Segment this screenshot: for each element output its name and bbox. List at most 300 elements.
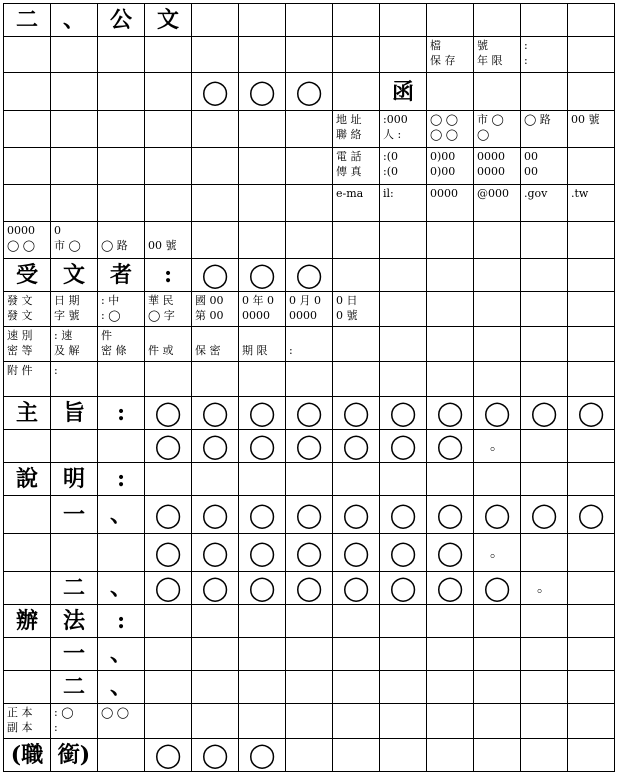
grid-cell-empty <box>239 704 286 739</box>
grid-cell-empty <box>474 605 521 638</box>
grid-cell-text: 電 話 傳 真 <box>333 148 380 185</box>
grid-cell-empty <box>333 327 380 362</box>
grid-cell-text: 。 <box>474 430 521 463</box>
grid-cell-empty <box>521 739 568 772</box>
grid-cell-text: 、 <box>98 638 145 671</box>
grid-cell-empty <box>568 327 615 362</box>
grid-cell-empty <box>4 111 51 148</box>
grid-cell-text: 、 <box>98 572 145 605</box>
grid-cell-empty <box>4 671 51 704</box>
grid-cell-empty <box>286 222 333 259</box>
grid-cell-empty <box>427 4 474 37</box>
grid-cell-text: 公 <box>98 4 145 37</box>
grid-cell-empty <box>286 4 333 37</box>
grid-cell-empty <box>145 638 192 671</box>
grid-cell-text: 旨 <box>51 397 98 430</box>
placeholder-circle: ◯ <box>145 430 192 463</box>
grid-cell-empty <box>521 259 568 292</box>
grid-row <box>4 638 615 671</box>
grid-cell-empty <box>474 739 521 772</box>
placeholder-circle: ◯ <box>145 739 192 772</box>
grid-cell-empty <box>568 222 615 259</box>
grid-cell-empty <box>145 704 192 739</box>
grid-cell-empty <box>333 222 380 259</box>
grid-cell-empty <box>568 739 615 772</box>
grid-cell-text: : 中 : ◯ <box>98 292 145 327</box>
grid-cell-empty <box>380 739 427 772</box>
grid-cell-empty <box>568 430 615 463</box>
placeholder-circle: ◯ <box>192 430 239 463</box>
placeholder-circle: ◯ <box>239 496 286 534</box>
grid-cell-empty <box>239 362 286 397</box>
grid-cell-text: 發 文 發 文 <box>4 292 51 327</box>
placeholder-circle: ◯ <box>474 397 521 430</box>
grid-cell-empty <box>521 222 568 259</box>
grid-cell-empty <box>4 73 51 111</box>
grid-cell-empty <box>568 148 615 185</box>
grid-cell-empty <box>192 111 239 148</box>
grid-cell-empty <box>4 496 51 534</box>
grid-cell-text: : <box>98 463 145 496</box>
grid-cell-text: 。 <box>474 534 521 572</box>
grid-cell-empty <box>333 704 380 739</box>
grid-cell-empty <box>333 4 380 37</box>
grid-cell-empty <box>380 327 427 362</box>
grid-cell-empty <box>568 704 615 739</box>
grid-cell-text: : <box>51 362 98 397</box>
grid-cell-empty <box>521 362 568 397</box>
grid-cell-empty <box>192 185 239 222</box>
grid-cell-empty <box>568 37 615 73</box>
grid-row <box>4 37 615 73</box>
grid-cell-text: 號 年 限 <box>474 37 521 73</box>
placeholder-circle: ◯ <box>239 739 286 772</box>
grid-cell-empty <box>568 4 615 37</box>
grid-cell-empty <box>192 222 239 259</box>
placeholder-circle: ◯ <box>380 430 427 463</box>
placeholder-circle: ◯ <box>239 534 286 572</box>
grid-cell-empty <box>427 222 474 259</box>
grid-cell-empty <box>474 4 521 37</box>
grid-cell-empty <box>51 111 98 148</box>
grid-cell-empty <box>474 704 521 739</box>
grid-cell-text: 正 本 副 本 <box>4 704 51 739</box>
placeholder-circle: ◯ <box>333 430 380 463</box>
grid-cell-empty <box>286 463 333 496</box>
placeholder-circle: ◯ <box>380 496 427 534</box>
grid-cell-empty <box>145 111 192 148</box>
grid-cell-text: 0 日 0 號 <box>333 292 380 327</box>
placeholder-circle: ◯ <box>192 397 239 430</box>
grid-cell-empty <box>286 185 333 222</box>
placeholder-circle: ◯ <box>521 397 568 430</box>
grid-cell-empty <box>239 111 286 148</box>
grid-cell-empty <box>192 605 239 638</box>
grid-cell-text: 法 <box>51 605 98 638</box>
grid-cell-text: 、 <box>51 4 98 37</box>
grid-cell-empty <box>380 292 427 327</box>
grid-cell-empty <box>521 292 568 327</box>
placeholder-circle: ◯ <box>192 572 239 605</box>
grid-cell-text: 件 密 條 <box>98 327 145 362</box>
grid-cell-text: 國 00 第 00 <box>192 292 239 327</box>
placeholder-circle: ◯ <box>333 534 380 572</box>
grid-cell-empty <box>4 37 51 73</box>
grid-cell-text: 、 <box>98 671 145 704</box>
grid-cell-empty <box>333 259 380 292</box>
grid-cell-empty <box>427 259 474 292</box>
grid-cell-text: 銜) <box>51 739 98 772</box>
grid-cell-empty <box>568 638 615 671</box>
grid-cell-empty <box>521 638 568 671</box>
grid-cell-empty <box>4 148 51 185</box>
grid-cell-text: 明 <box>51 463 98 496</box>
grid-cell-empty <box>521 704 568 739</box>
grid-cell-text: 00 00 <box>521 148 568 185</box>
grid-cell-empty <box>568 671 615 704</box>
grid-cell-empty <box>286 362 333 397</box>
grid-row <box>4 704 615 739</box>
grid-cell-text: il: <box>380 185 427 222</box>
grid-cell-empty <box>474 362 521 397</box>
grid-cell-empty <box>474 327 521 362</box>
grid-cell-text: 辦 <box>4 605 51 638</box>
placeholder-circle: ◯ <box>568 496 615 534</box>
grid-cell-text: : <box>145 259 192 292</box>
grid-cell-text: 、 <box>98 496 145 534</box>
grid-cell-text: 華 民 ◯ 字 <box>145 292 192 327</box>
grid-cell-empty <box>239 37 286 73</box>
grid-row <box>4 259 615 292</box>
grid-cell-text: :000 人 : <box>380 111 427 148</box>
grid-cell-text: : <box>286 327 333 362</box>
placeholder-circle: ◯ <box>568 397 615 430</box>
placeholder-circle: ◯ <box>239 259 286 292</box>
grid-cell-empty <box>380 4 427 37</box>
grid-cell-empty <box>192 37 239 73</box>
grid-row <box>4 671 615 704</box>
grid-cell-text: 主 <box>4 397 51 430</box>
grid-cell-text: :(0 :(0 <box>380 148 427 185</box>
grid-cell-empty <box>51 430 98 463</box>
placeholder-circle: ◯ <box>145 496 192 534</box>
placeholder-circle: ◯ <box>286 73 333 111</box>
grid-cell-empty <box>333 37 380 73</box>
grid-cell-empty <box>51 534 98 572</box>
grid-row <box>4 463 615 496</box>
grid-cell-empty <box>427 704 474 739</box>
grid-cell-text: .gov <box>521 185 568 222</box>
grid-cell-empty <box>427 638 474 671</box>
grid-cell-empty <box>145 37 192 73</box>
placeholder-circle: ◯ <box>333 397 380 430</box>
grid-cell-empty <box>192 671 239 704</box>
placeholder-circle: ◯ <box>192 259 239 292</box>
grid-cell-empty <box>239 185 286 222</box>
grid-cell-text: @000 <box>474 185 521 222</box>
grid-cell-empty <box>145 148 192 185</box>
placeholder-circle: ◯ <box>333 496 380 534</box>
grid-cell-empty <box>474 73 521 111</box>
grid-cell-text: 附 件 <box>4 362 51 397</box>
grid-cell-text: 市 ◯ ◯ <box>474 111 521 148</box>
grid-cell-empty <box>286 605 333 638</box>
grid-cell-text: 期 限 <box>239 327 286 362</box>
grid-cell-text: 二 <box>4 4 51 37</box>
grid-cell-text: 0)00 0)00 <box>427 148 474 185</box>
placeholder-circle: ◯ <box>286 259 333 292</box>
grid-cell-text: : ◯ : <box>51 704 98 739</box>
grid-cell-empty <box>380 638 427 671</box>
grid-cell-text: ◯ 路 <box>521 111 568 148</box>
grid-row <box>4 534 615 572</box>
grid-cell-empty <box>333 362 380 397</box>
grid-cell-empty <box>286 739 333 772</box>
placeholder-circle: ◯ <box>145 534 192 572</box>
grid-cell-empty <box>474 292 521 327</box>
grid-cell-empty <box>568 605 615 638</box>
grid-cell-text: 二 <box>51 671 98 704</box>
grid-row <box>4 222 615 259</box>
grid-cell-text: 受 <box>4 259 51 292</box>
grid-cell-empty <box>333 739 380 772</box>
grid-cell-text: ◯ ◯ ◯ ◯ <box>427 111 474 148</box>
document-grid <box>3 3 615 772</box>
grid-cell-empty <box>98 430 145 463</box>
placeholder-circle: ◯ <box>427 534 474 572</box>
grid-cell-text: ◯ ◯ <box>98 704 145 739</box>
grid-cell-empty <box>192 4 239 37</box>
grid-cell-empty <box>4 638 51 671</box>
placeholder-circle: ◯ <box>192 534 239 572</box>
placeholder-circle: ◯ <box>239 572 286 605</box>
grid-cell-empty <box>427 739 474 772</box>
grid-cell-empty <box>239 638 286 671</box>
placeholder-circle: ◯ <box>474 496 521 534</box>
grid-cell-empty <box>474 259 521 292</box>
grid-cell-empty <box>239 463 286 496</box>
grid-cell-empty <box>192 638 239 671</box>
grid-cell-empty <box>380 222 427 259</box>
grid-cell-empty <box>380 259 427 292</box>
grid-row <box>4 605 615 638</box>
grid-cell-empty <box>192 463 239 496</box>
grid-cell-empty <box>98 148 145 185</box>
grid-cell-empty <box>239 148 286 185</box>
grid-cell-text: 0000 0000 <box>474 148 521 185</box>
grid-cell-text: 文 <box>51 259 98 292</box>
placeholder-circle: ◯ <box>380 397 427 430</box>
grid-cell-empty <box>286 671 333 704</box>
placeholder-circle: ◯ <box>427 572 474 605</box>
grid-cell-text: 速 別 密 等 <box>4 327 51 362</box>
placeholder-circle: ◯ <box>380 572 427 605</box>
placeholder-circle: ◯ <box>286 496 333 534</box>
grid-cell-text: 00 號 <box>145 222 192 259</box>
grid-cell-text: .tw <box>568 185 615 222</box>
grid-cell-empty <box>98 73 145 111</box>
grid-cell-empty <box>568 534 615 572</box>
grid-cell-empty <box>286 37 333 73</box>
grid-row <box>4 496 615 534</box>
placeholder-circle: ◯ <box>239 397 286 430</box>
grid-cell-empty <box>4 534 51 572</box>
grid-cell-empty <box>333 73 380 111</box>
grid-cell-empty <box>427 605 474 638</box>
grid-cell-text: 保 密 <box>192 327 239 362</box>
grid-cell-empty <box>474 222 521 259</box>
grid-cell-empty <box>192 362 239 397</box>
grid-cell-empty <box>239 605 286 638</box>
grid-cell-empty <box>4 185 51 222</box>
grid-cell-text: : <box>98 605 145 638</box>
grid-row <box>4 292 615 327</box>
grid-row <box>4 327 615 362</box>
grid-row <box>4 430 615 463</box>
grid-cell-empty <box>239 222 286 259</box>
grid-cell-text: 0 年 0 0000 <box>239 292 286 327</box>
grid-cell-empty <box>380 37 427 73</box>
grid-cell-text: : 速 及 解 <box>51 327 98 362</box>
grid-cell-empty <box>427 327 474 362</box>
placeholder-circle: ◯ <box>333 572 380 605</box>
grid-cell-empty <box>192 704 239 739</box>
grid-row <box>4 185 615 222</box>
grid-cell-text: 一 <box>51 638 98 671</box>
placeholder-circle: ◯ <box>286 534 333 572</box>
placeholder-circle: ◯ <box>521 496 568 534</box>
grid-cell-empty <box>521 327 568 362</box>
grid-cell-text: ◯ 路 <box>98 222 145 259</box>
placeholder-circle: ◯ <box>239 73 286 111</box>
grid-cell-empty <box>333 605 380 638</box>
grid-cell-empty <box>98 185 145 222</box>
grid-cell-empty <box>380 704 427 739</box>
grid-cell-empty <box>145 671 192 704</box>
grid-cell-text: 。 <box>521 572 568 605</box>
placeholder-circle: ◯ <box>427 430 474 463</box>
grid-cell-text: 者 <box>98 259 145 292</box>
grid-cell-empty <box>145 185 192 222</box>
grid-cell-empty <box>474 638 521 671</box>
grid-cell-empty <box>568 73 615 111</box>
grid-cell-empty <box>568 572 615 605</box>
grid-cell-empty <box>145 362 192 397</box>
grid-cell-empty <box>239 4 286 37</box>
placeholder-circle: ◯ <box>427 496 474 534</box>
grid-cell-empty <box>286 638 333 671</box>
grid-cell-text: 文 <box>145 4 192 37</box>
grid-cell-empty <box>474 671 521 704</box>
grid-cell-empty <box>380 605 427 638</box>
grid-cell-empty <box>427 671 474 704</box>
grid-cell-text: e-ma <box>333 185 380 222</box>
grid-cell-text: 一 <box>51 496 98 534</box>
grid-row <box>4 73 615 111</box>
grid-cell-text: 檔 保 存 <box>427 37 474 73</box>
grid-cell-empty <box>51 73 98 111</box>
placeholder-circle: ◯ <box>380 534 427 572</box>
grid-cell-empty <box>98 37 145 73</box>
grid-cell-empty <box>521 4 568 37</box>
grid-cell-empty <box>568 259 615 292</box>
grid-cell-empty <box>427 292 474 327</box>
grid-cell-empty <box>427 73 474 111</box>
grid-cell-empty <box>380 463 427 496</box>
grid-cell-empty <box>521 463 568 496</box>
grid-cell-empty <box>286 704 333 739</box>
grid-cell-empty <box>427 463 474 496</box>
grid-cell-text: 說 <box>4 463 51 496</box>
grid-cell-empty <box>145 463 192 496</box>
grid-cell-empty <box>98 362 145 397</box>
grid-cell-empty <box>568 362 615 397</box>
grid-cell-empty <box>286 148 333 185</box>
grid-cell-text: 函 <box>380 73 427 111</box>
grid-cell-empty <box>380 362 427 397</box>
grid-cell-empty <box>51 37 98 73</box>
grid-cell-empty <box>521 73 568 111</box>
grid-cell-text <box>98 739 145 772</box>
grid-cell-empty <box>333 463 380 496</box>
placeholder-circle: ◯ <box>474 572 521 605</box>
grid-cell-empty <box>145 73 192 111</box>
placeholder-circle: ◯ <box>427 397 474 430</box>
grid-cell-text: : : <box>521 37 568 73</box>
grid-row <box>4 4 615 37</box>
placeholder-circle: ◯ <box>286 572 333 605</box>
grid-cell-empty <box>380 671 427 704</box>
grid-cell-text: 地 址 聯 絡 <box>333 111 380 148</box>
placeholder-circle: ◯ <box>192 739 239 772</box>
placeholder-circle: ◯ <box>145 397 192 430</box>
grid-cell-text: : <box>98 397 145 430</box>
grid-cell-text: 0000 ◯ ◯ <box>4 222 51 259</box>
grid-cell-empty <box>521 671 568 704</box>
grid-cell-empty <box>145 605 192 638</box>
grid-cell-empty <box>474 463 521 496</box>
grid-row <box>4 362 615 397</box>
grid-cell-text: 0 市 ◯ <box>51 222 98 259</box>
grid-cell-empty <box>568 292 615 327</box>
placeholder-circle: ◯ <box>286 430 333 463</box>
grid-cell-empty <box>568 463 615 496</box>
placeholder-circle: ◯ <box>145 572 192 605</box>
grid-cell-empty <box>51 185 98 222</box>
grid-cell-empty <box>98 534 145 572</box>
grid-cell-empty <box>192 148 239 185</box>
grid-row <box>4 111 615 148</box>
grid-cell-empty <box>333 671 380 704</box>
placeholder-circle: ◯ <box>239 430 286 463</box>
grid-cell-text: 0 月 0 0000 <box>286 292 333 327</box>
grid-cell-empty <box>4 430 51 463</box>
grid-row <box>4 148 615 185</box>
grid-cell-empty <box>521 430 568 463</box>
grid-row <box>4 739 615 772</box>
grid-cell-empty <box>521 534 568 572</box>
grid-cell-empty <box>333 638 380 671</box>
grid-cell-empty <box>427 362 474 397</box>
grid-cell-text: 二 <box>51 572 98 605</box>
grid-cell-empty <box>239 671 286 704</box>
grid-cell-empty <box>98 111 145 148</box>
grid-cell-text: (職 <box>4 739 51 772</box>
grid-cell-empty <box>286 111 333 148</box>
grid-cell-text: 日 期 字 號 <box>51 292 98 327</box>
grid-cell-text: 件 或 <box>145 327 192 362</box>
grid-cell-text: 0000 <box>427 185 474 222</box>
